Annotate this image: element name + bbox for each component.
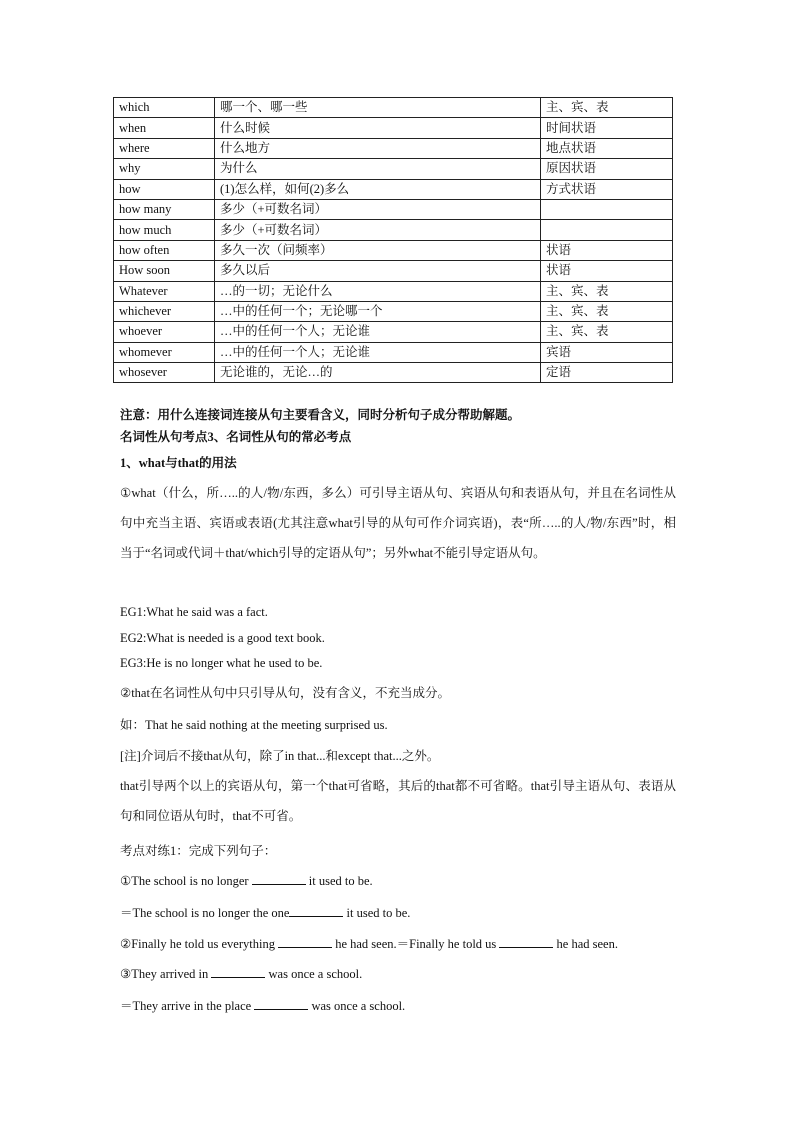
exercise-text: was once a school. [311, 999, 406, 1013]
point-2: ②that在名词性从句中只引导从句，没有含义，不充当成分。 [120, 686, 450, 700]
function-cell: 原因状语 [541, 159, 673, 179]
exercise-text: ①The school is no longer [120, 874, 249, 888]
function-cell: 主、宾、表 [541, 98, 673, 118]
table-row [114, 281, 673, 301]
conjunction-cell: whomever [114, 342, 215, 362]
table-row [114, 118, 673, 138]
table-row [114, 220, 673, 240]
example-3: EG3:He is no longer what he used to be. [120, 656, 323, 670]
exercise-3b [120, 996, 405, 1014]
conjunction-cell: how much [114, 220, 215, 240]
exercise-2 [120, 934, 618, 952]
bracket-note: [注]介词后不接that从句，除了in that...和except that...之外。 [120, 749, 440, 763]
answer-blank[interactable] [254, 997, 308, 1010]
table-row [114, 342, 673, 362]
function-cell: 主、宾、表 [541, 322, 673, 342]
answer-blank[interactable] [499, 935, 553, 948]
function-cell [541, 199, 673, 219]
conjunction-table-body [114, 98, 673, 383]
function-cell: 时间状语 [541, 118, 673, 138]
function-cell: 状语 [541, 240, 673, 260]
meaning-cell: …的一切；无论什么 [215, 281, 541, 301]
table-row [114, 322, 673, 342]
exercise-text: it used to be. [346, 906, 411, 920]
meaning-cell: 多久一次（问频率） [215, 240, 541, 260]
meaning-cell: 什么时候 [215, 118, 541, 138]
meaning-cell: (1)怎么样，如何(2)多么 [215, 179, 541, 199]
meaning-cell: …中的任何一个人；无论谁 [215, 342, 541, 362]
meaning-cell: 什么地方 [215, 138, 541, 158]
conjunction-cell: how often [114, 240, 215, 260]
table-row [114, 363, 673, 383]
subheading: 1、what与that的用法 [120, 456, 237, 470]
table-row [114, 179, 673, 199]
conjunction-cell: how [114, 179, 215, 199]
meaning-cell: 多少（+可数名词） [215, 199, 541, 219]
conjunction-cell: why [114, 159, 215, 179]
table-row [114, 159, 673, 179]
answer-blank[interactable] [211, 965, 265, 978]
example-2: EG2:What is needed is a good text book. [120, 631, 325, 645]
exercise-text: he had seen.＝Finally he told us [335, 937, 497, 951]
exercise-text: was once a school. [268, 967, 363, 981]
conjunction-cell: which [114, 98, 215, 118]
exercise-text: ＝They arrive in the place [120, 999, 252, 1013]
conjunction-cell: where [114, 138, 215, 158]
meaning-cell: …中的任何一个；无论哪一个 [215, 301, 541, 321]
meaning-cell: 哪一个、哪一些 [215, 98, 541, 118]
conjunction-cell: whoever [114, 322, 215, 342]
answer-blank[interactable] [278, 935, 332, 948]
function-cell: 宾语 [541, 342, 673, 362]
meaning-cell: 为什么 [215, 159, 541, 179]
exercise-text: ②Finally he told us everything [120, 937, 275, 951]
table-row [114, 261, 673, 281]
conjunction-cell: whosever [114, 363, 215, 383]
exercise-text: ＝The school is no longer the one [120, 906, 290, 920]
exercise-1a [120, 872, 373, 889]
example-1: EG1:What he said was a fact. [120, 605, 268, 619]
conjunction-cell: whichever [114, 301, 215, 321]
exercise-text: he had seen. [556, 937, 618, 951]
point-3-paragraph: that引导两个以上的宾语从句，第一个that可省略，其后的that都不可省略。that引导主语从句、表语从句和同位语从句时，that不可省。 [120, 779, 676, 823]
table-row [114, 301, 673, 321]
meaning-cell: 多少（+可数名词） [215, 220, 541, 240]
table-row [114, 199, 673, 219]
answer-blank[interactable] [289, 904, 343, 917]
exercise-title: 考点对练1：完成下列句子： [120, 844, 277, 858]
section-heading: 名词性从句考点3、名词性从句的常必考点 [120, 430, 352, 444]
answer-blank[interactable] [252, 872, 306, 885]
example-sentence: 如：That he said nothing at the meeting surprised us. [120, 718, 388, 732]
note-line: 注意：用什么连接词连接从句主要看含义，同时分析句子成分帮助解题。 [120, 408, 521, 422]
conjunction-cell: when [114, 118, 215, 138]
conjunction-cell: Whatever [114, 281, 215, 301]
function-cell: 主、宾、表 [541, 281, 673, 301]
function-cell: 主、宾、表 [541, 301, 673, 321]
function-cell: 方式状语 [541, 179, 673, 199]
conjunction-table [113, 97, 673, 383]
exercise-text: ③They arrived in [120, 967, 209, 981]
conjunction-cell: how many [114, 199, 215, 219]
meaning-cell: …中的任何一个人；无论谁 [215, 322, 541, 342]
function-cell: 地点状语 [541, 138, 673, 158]
table-row [114, 240, 673, 260]
function-cell: 定语 [541, 363, 673, 383]
exercise-3a [120, 965, 362, 982]
function-cell [541, 220, 673, 240]
table-row [114, 98, 673, 118]
conjunction-cell: How soon [114, 261, 215, 281]
point-1-paragraph: ①what（什么，所…..的人/物/东西，多么）可引导主语从句、宾语从句和表语从句，并且在名词性从句中充当主语、宾语或表语(尤其注意what引导的从句可作介词宾语)，表“所…..的人/物/东西”时，相当于“名词或代词＋that/which引导的定语从句”；另外what不能引导定语从句。 [120, 486, 676, 560]
table-row [114, 138, 673, 158]
exercise-1b [120, 903, 410, 921]
exercise-text: it used to be. [308, 874, 373, 888]
function-cell: 状语 [541, 261, 673, 281]
meaning-cell: 无论谁的，无论…的 [215, 363, 541, 383]
meaning-cell: 多久以后 [215, 261, 541, 281]
